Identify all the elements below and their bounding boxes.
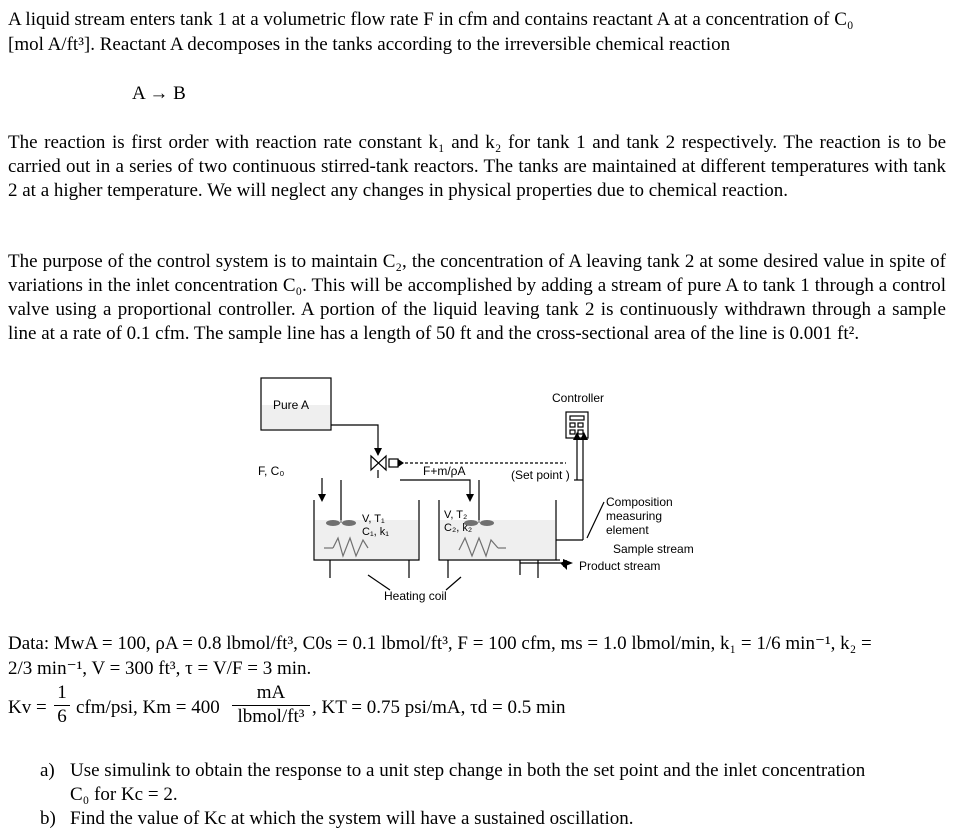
control-valve-icon (371, 456, 386, 470)
label-sample-stream: Sample stream (613, 542, 694, 556)
kv-label: Kv = (8, 697, 47, 718)
label-set-point: (Set point ) (511, 468, 570, 482)
label-measuring: measuring (606, 509, 663, 523)
km-fraction (232, 682, 310, 728)
label-tank1-ck: C₁, k₁ (362, 526, 389, 538)
kv-denominator: 6 (54, 705, 70, 728)
label-pure-a: Pure A (273, 398, 310, 412)
intro-line-2: [mol A/ft³]. Reactant A decomposes in the tanks according to the irreversible chemical reaction (8, 34, 731, 55)
data-line-2: 2/3 min⁻¹, V = 300 ft³, τ = V/F = 3 min. (8, 658, 312, 679)
process-diagram (0, 360, 955, 610)
label-element: element (606, 523, 649, 537)
data-line-1: Data: MwA = 100, ρA = 0.8 lbmol/ft³, C0s = 0.1 lbmol/ft³, F = 100 cfm, ms = 1.0 lbmol/min, k₁ = 1/6 min⁻¹, k₂ = (8, 633, 872, 654)
label-tank2-ck: C₂, k₂ (444, 522, 473, 534)
question-b-label: b) (40, 808, 56, 829)
label-tank2-vt: V, T₂ (444, 509, 468, 521)
label-composition: Composition (606, 495, 673, 509)
kv-unit: cfm/psi, Km = 400 (76, 697, 220, 718)
intro-line-1: A liquid stream enters tank 1 at a volumetric flow rate F in cfm and contains reactant A at a concentration of C₀ (8, 9, 854, 30)
kv-fraction (54, 682, 70, 728)
label-controller: Controller (552, 391, 605, 405)
kv-numerator: 1 (57, 682, 67, 703)
question-a-label: a) (40, 760, 55, 781)
question-b-text: Find the value of Kc at which the system will have a sustained oscillation. (70, 808, 634, 829)
question-a-text-2: C₀ for Kc = 2. (70, 784, 178, 805)
question-a-text: Use simulink to obtain the response to a unit step change in both the set point and the inlet concentration (70, 760, 866, 781)
km-numerator: mA (256, 682, 286, 703)
label-product-stream: Product stream (579, 559, 661, 573)
reaction-equation: A → B (132, 83, 186, 104)
paragraph-reaction: The reaction is first order with reaction rate constant k₁ and k₂ for tank 1 and tank 2 respectively. The reaction is to be carried out in a series of two continuous stirred-tank reactors. The tanks are maintained at different temperatures with tank 2 at a higher temperature. We will neglect any changes in physical properties due to chemical reaction. (8, 132, 946, 201)
label-heating-coil: Heating coil (384, 589, 447, 603)
paragraph-control: The purpose of the control system is to maintain C₂, the concentration of A leaving tank 2 at some desired value in spite of variations in the inlet concentration C₀. This will be accomplished by adding a stream of pure A to tank 1 through a control valve using a proportional controller. A portion of the liquid leaving tank 2 is continuously withdrawn through a sample line at a rate of 0.1 cfm. The sample line has a length of 50 ft and the cross-sectional area of the line is 0.001 ft². (8, 251, 946, 344)
label-flow: F+m/ρA (423, 464, 466, 478)
km-denominator: lbmol/ft³ (232, 705, 310, 728)
label-feed: F, C₀ (258, 464, 285, 478)
kt-tau-values: , KT = 0.75 psi/mA, τd = 0.5 min (312, 697, 566, 718)
label-tank1-vt: V, T₁ (362, 513, 385, 525)
